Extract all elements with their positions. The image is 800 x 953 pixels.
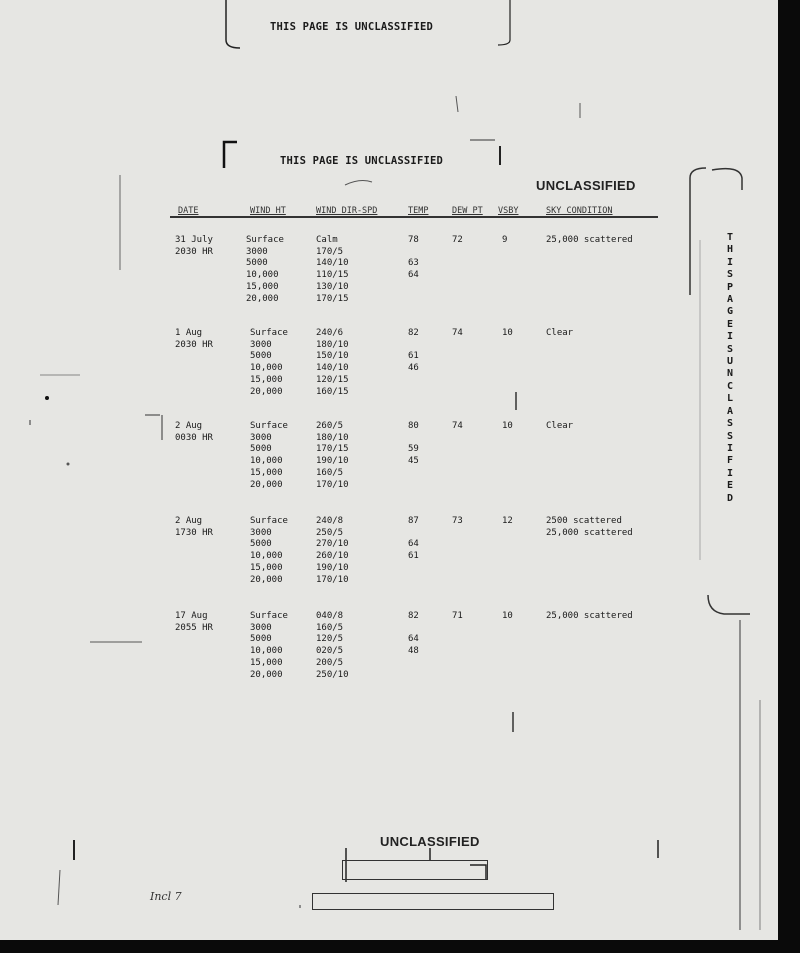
- obs-dew-point: 74: [452, 421, 463, 431]
- obs-dew-point: 71: [452, 611, 463, 621]
- stamp-letter: S: [726, 269, 734, 281]
- stamp-letter: S: [726, 430, 734, 442]
- stamp-letter: C: [726, 380, 734, 392]
- stamp-letter: G: [726, 306, 734, 318]
- obs-winds: 240/8 250/5 270/10 260/10 190/10 170/10: [316, 516, 349, 585]
- obs-date: 2 Aug 1730 HR: [175, 516, 213, 538]
- stamp-letter: D: [726, 492, 734, 504]
- vertical-classification-stamp: [718, 232, 742, 505]
- column-header-wind-ht: WIND HT: [250, 206, 286, 216]
- stamp-letter: P: [726, 281, 734, 293]
- obs-dew-point: 72: [452, 235, 463, 245]
- stamp-letter: S: [726, 418, 734, 430]
- stamp-letter: T: [726, 232, 734, 243]
- obs-visibility: 10: [502, 421, 513, 431]
- column-header-vsby: VSBY: [498, 206, 519, 216]
- stamp-letter: E: [726, 480, 734, 492]
- stamp-letter: U: [726, 356, 734, 368]
- obs-temps: 80 59 45: [408, 421, 419, 467]
- column-header-sky-condition: SKY CONDITION: [546, 206, 613, 216]
- obs-temps: 82 64 48: [408, 611, 419, 657]
- stamp-letter: L: [726, 393, 734, 405]
- obs-sky: 25,000 scattered: [546, 235, 633, 245]
- stamp-letter: I: [726, 442, 734, 454]
- obs-heights: Surface 3000 5000 10,000 15,000 20,000: [250, 328, 288, 397]
- obs-date: 31 July 2030 HR: [175, 235, 213, 257]
- obs-visibility: 12: [502, 516, 513, 526]
- obs-winds: Calm 170/5 140/10 110/15 130/10 170/15: [316, 235, 349, 304]
- stamp-letter: F: [726, 455, 734, 467]
- obs-dew-point: 73: [452, 516, 463, 526]
- stamp-letter: H: [726, 244, 734, 256]
- obs-winds: 040/8 160/5 120/5 020/5 200/5 250/10: [316, 611, 349, 680]
- obs-dew-point: 74: [452, 328, 463, 338]
- obs-temps: 78 63 64: [408, 235, 419, 281]
- obs-date: 17 Aug 2055 HR: [175, 611, 213, 633]
- obs-sky: 2500 scattered 25,000 scattered: [546, 516, 633, 538]
- obs-sky: 25,000 scattered: [546, 611, 633, 621]
- handwritten-note: Incl 7: [150, 890, 182, 903]
- stamp-letter: S: [726, 343, 734, 355]
- stamp-letter: A: [726, 294, 734, 306]
- stamp-frame: [312, 893, 554, 910]
- unclassified-stamp-bottom: UNCLASSIFIED: [380, 834, 480, 849]
- obs-winds: 260/5 180/10 170/15 190/10 160/5 170/10: [316, 421, 349, 490]
- column-header-date: DATE: [178, 206, 199, 216]
- obs-heights: Surface 3000 5000 10,000 15,000 20,000: [250, 421, 288, 490]
- classification-banner-top: THIS PAGE IS UNCLASSIFIED: [270, 21, 434, 33]
- obs-temps: 87 64 61: [408, 516, 419, 562]
- obs-heights: Surface 3000 5000 10,000 15,000 20,000: [250, 516, 288, 585]
- obs-date: 2 Aug 0030 HR: [175, 421, 213, 443]
- obs-visibility: 10: [502, 328, 513, 338]
- obs-temps: 82 61 46: [408, 328, 419, 374]
- column-header-wind-dir-spd: WIND DIR-SPD: [316, 206, 378, 216]
- header-rule: [170, 216, 658, 218]
- obs-winds: 240/6 180/10 150/10 140/10 120/15 160/15: [316, 328, 349, 397]
- obs-heights: Surface 3000 5000 10,000 15,000 20,000: [250, 611, 288, 680]
- stamp-letter: E: [726, 318, 734, 330]
- obs-date: 1 Aug 2030 HR: [175, 328, 213, 350]
- column-header-dew-pt: DEW PT: [452, 206, 483, 216]
- stamp-letter: N: [726, 368, 734, 380]
- stamp-letter: A: [726, 405, 734, 417]
- obs-sky: Clear: [546, 421, 574, 431]
- stamp-letter: I: [726, 331, 734, 343]
- column-header-temp: TEMP: [408, 206, 429, 216]
- unclassified-stamp-top: UNCLASSIFIED: [536, 178, 636, 193]
- stamp-letter: I: [726, 256, 734, 268]
- classification-banner-header: THIS PAGE IS UNCLASSIFIED: [280, 155, 444, 167]
- obs-sky: Clear: [546, 328, 574, 338]
- stamp-frame: [342, 860, 488, 880]
- obs-visibility: 9: [502, 235, 508, 245]
- obs-visibility: 10: [502, 611, 513, 621]
- obs-heights: Surface 3000 5000 10,000 15,000 20,000: [246, 235, 284, 304]
- stamp-letter: I: [726, 467, 734, 479]
